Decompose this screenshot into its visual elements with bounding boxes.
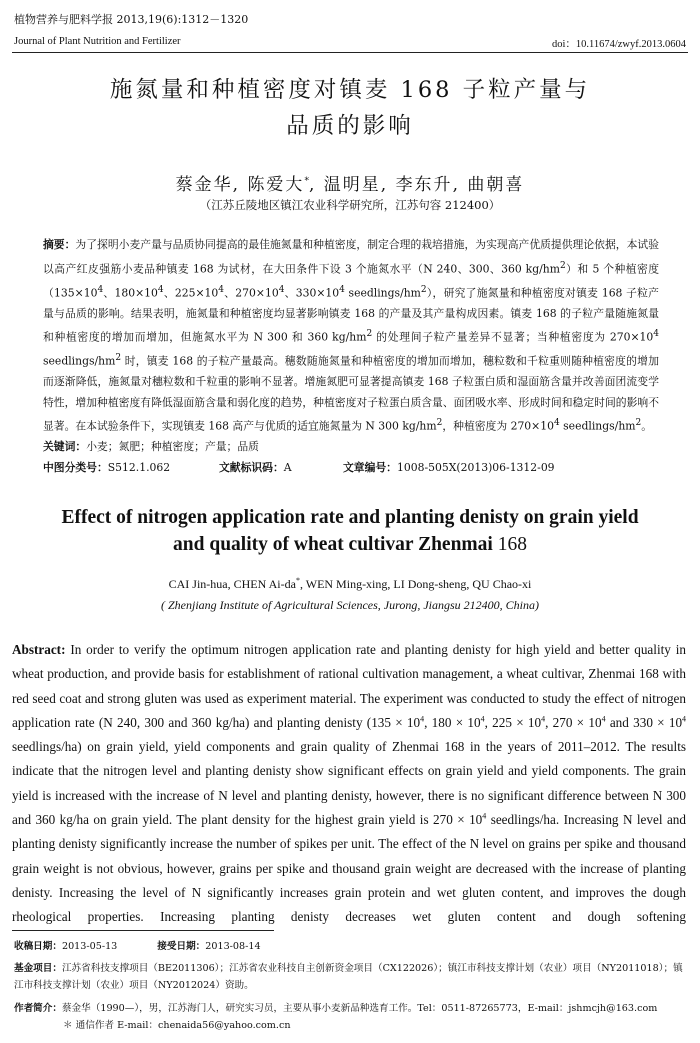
title-cn-line1: 施氮量和种植密度对镇麦 168 子粒产量与 (109, 77, 591, 103)
authors-en: CAI Jin-hua, CHEN Ai-da*, WEN Ming-xing, LI Dong-sheng, QU Chao-xi (168, 576, 532, 591)
corresponding-mark-en: * (295, 576, 300, 585)
clc-number: 中图分类号：S512.1.062 (43, 461, 171, 474)
keywords-cn (43, 439, 259, 454)
author-li: 李东升 (395, 175, 453, 195)
author-chen: 陈爱大 (247, 175, 305, 195)
abstract-cn: 摘要：为了探明小麦产量与品质协同提高的最佳施氮量和种植密度，制定合理的栽培措施，为实现高产优质提供理论依据，本试验以高产红皮强筋小麦品种镇麦 168 为试材，在大田条件下设 3 个施氮水平（N 240、300、360 $kg/hm^2$）和 5 个种植密度（$135\times 10^4$、$180\times 10^4$、$225\times 10^4$、$270\times 10^4$、$330\times 10^4$ seedlings/$hm^2$），研究了施氮量和种植密度对镇麦 168 子粒产量与品质的影响。结果表明，施氮量和种植密度均显著影响镇麦 168 的产量及其产量构成因素。镇麦 168 的子粒产量随施氮量和种植密度的增加而增加，但施氮水平为 N 300 和 360 $kg/hm^2$ 的处理间子粒产量差异不显著；当种植密度为 $270\times 10^4$ seedlings/$hm^2$ 时，镇麦 168 的子粒产量最高。穗数随施氮量和种植密度的增加而增加，穗粒数和千粒重则随种植密度的增加而逐渐降低，施氮量对穗粒数和千粒重的影响不显著。增施氮肥可显著提高镇麦 168 子粒蛋白质和湿面筋含量并改善面团流变学特性，增加种植密度有降低湿面筋含量和弱化度的趋势，种植密度对子粒蛋白质含量、面团吸水率、形成时间和稳定时间的影响不显著。在本试验条件下，实现镇麦 168 高产与优质的适宜施氮量为 N 300 $kg/hm^2$，种植密度为 $270\times 10^4$ seedlings/$hm^2$。 (43, 238, 660, 433)
abstract-cn-label: 摘要： (43, 238, 76, 251)
abstract-en: Abstract: In order to verify the optimum nitrogen application rate and planting denisty for high yield and better quality in wheat production, and provide basis for establishment of rational cultivation management, a wheat cultivar, Zhenmai 168 with red seed coat and strong gluten was used as experiment material. The experiment was conducted to study the effect of nitrogen application rate (N 240, 300 and 360 kg/ha) and planting denisty ($135 \times 10^4$, $180 \times 10^4$, $225 \times 10^4$, $270 \times 10^4$ and $330 \times 10^4$ seedlings/ha) on grain yield, yield components and grain quality of Zhenmai 168 in the years of 2011–2012. The results indicate that the nitrogen level and planting denisty show significant effects on grain yield and yield components. The grain yield is increased with the increase of N level and planting denisty, however, there is no significant difference between N 300 and 360 kg/ha on grain yield. The plant density for the highest grain yield is $270 \times 10^4$ seedlings/ha. Increasing N level and planting denisty significantly increase the number of spikes per unit. The effect of the N level on grains per spike and thousand grain weight is not obvious, however, grains per spike and thousand grain weight are decreased with the increase of planting denisty. Increasing the level of N significantly increases grain protein and wet gluten content, and improves the dough rheological properties. Increasing planting denisty decreases wet gluten content and dough softening (12, 642, 687, 925)
received-date: 2013-05-13 (61, 941, 118, 952)
footnote-rule (12, 930, 274, 931)
keywords-value: 小麦；氮肥；种植密度；产量；品质 (86, 440, 259, 453)
accepted-date: 2013-08-14 (205, 941, 261, 952)
title-en (0, 504, 700, 558)
footnote-author-bio: 作者简介：蔡金华（1990—），男，江苏海门人，研究实习员，主要从事小麦新品种选育工作。Tel：0511-87265773，E-mail：jshmcjh@163.com ＊ 通信作者 E-mail：chenaida56@yahoo.com.cn (14, 1000, 690, 1034)
journal-header-en: Journal of Plant Nutrition and Fertilizer (14, 36, 181, 47)
corresponding-email[interactable]: ＊ 通信作者 E-mail：chenaida56@yahoo.com.cn (63, 1020, 291, 1031)
affiliation-cn: （江苏丘陵地区镇江农业科学研究所，江苏句容 212400） (199, 198, 501, 212)
abstract-en-label: Abstract: (12, 642, 66, 657)
journal-header-cn: 植物营养与肥料学报 2013,19(6):1312－1320 (14, 13, 249, 26)
title-en-line1: Effect of nitrogen application rate and planting denisty on grain yield (61, 507, 639, 528)
document-code: 文献标识码：A (219, 461, 292, 474)
author-cai: 蔡金华 (175, 175, 233, 195)
affiliation-en: ( Zhenjiang Institute of Agricultural Sciences, Jurong, Jiangsu 212400, China) (161, 598, 539, 612)
author-qu: 曲朝喜 (467, 175, 525, 195)
footnote-dates: 收稿日期：2013-05-13 接受日期：2013-08-14 (14, 941, 261, 952)
doi[interactable]: doi：10.11674/zwyf.2013.0604 (551, 39, 686, 50)
title-cn (0, 72, 700, 144)
title-en-line2: and quality of wheat cultivar Zhenmai 168 (173, 534, 527, 555)
title-cn-line2: 品质的影响 (286, 113, 414, 139)
authors-cn: 蔡金华, 陈爱大*, 温明星, 李东升, 曲朝喜 (175, 175, 525, 195)
footnote-funding: 基金项目：江苏省科技支撑项目（BE2011306）；江苏省农业科技自主创新资金项目（CX122026）；镇江市科技支撑计划（农业）项目（NY2011018）；镇江市科技支撑计划（农业）项目（NY2012024）资助。 (14, 963, 683, 991)
corresponding-mark: * (304, 176, 309, 187)
header-rule (12, 52, 688, 53)
keywords-label: 关键词： (43, 440, 87, 453)
article-number: 文章编号：1008-505X(2013)06-1312-09 (343, 461, 555, 474)
author-wen: 温明星 (323, 175, 381, 195)
